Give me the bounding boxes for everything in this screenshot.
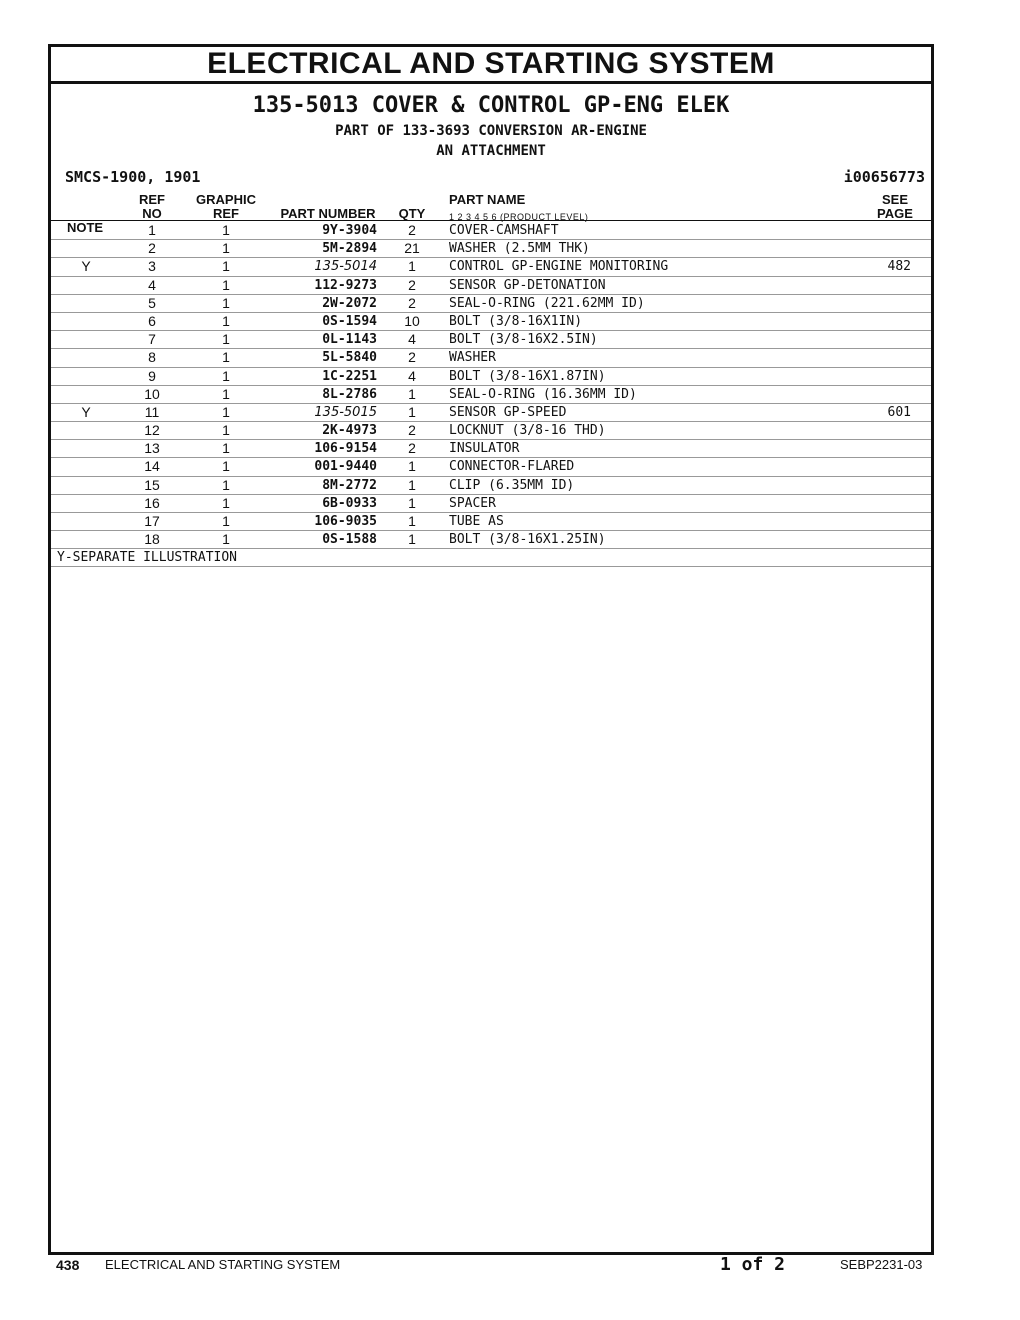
cell-see-page: 601 — [887, 404, 911, 420]
cell-note: Y — [81, 258, 91, 275]
table-row — [51, 495, 931, 513]
cell-part-number: 6B-0933 — [322, 495, 377, 511]
table-row — [51, 386, 931, 404]
cell-ref-no: 10 — [144, 385, 160, 402]
cell-part-number: 5L-5840 — [322, 350, 377, 366]
cell-qty: 1 — [408, 531, 416, 548]
cell-ref-no: 16 — [144, 494, 160, 511]
cell-part-name: CLIP (6.35MM ID) — [449, 477, 575, 493]
cell-part-number: 106-9035 — [314, 514, 377, 529]
cell-ref-no: 17 — [144, 513, 160, 529]
cell-qty: 2 — [408, 222, 416, 238]
cell-graphic-ref: 1 — [222, 331, 230, 348]
cell-ref-no: 3 — [148, 258, 156, 275]
cell-part-name: WASHER — [449, 350, 496, 366]
cell-part-number: 5M-2894 — [322, 241, 377, 257]
title-bar — [51, 47, 931, 84]
col-ref-header — [131, 193, 173, 221]
col-see-label-top: SEE — [881, 192, 908, 207]
cell-graphic-ref: 1 — [222, 440, 230, 457]
cell-ref-no: 6 — [148, 312, 156, 329]
table-row — [51, 404, 931, 422]
col-note-label: NOTE — [66, 220, 104, 235]
page-frame — [48, 44, 934, 1255]
smcs-code: SMCS-1900, 1901 — [65, 168, 201, 186]
cell-part-number: 135-5014 — [314, 259, 377, 275]
cell-part-name: BOLT (3/8-16X1.87IN) — [449, 368, 606, 384]
cell-see-page: 482 — [887, 259, 911, 275]
cell-graphic-ref: 1 — [222, 513, 230, 529]
cell-part-number: 001-9440 — [314, 459, 377, 475]
cell-qty: 21 — [404, 240, 420, 257]
part-of-text: PART OF 133-3693 CONVERSION AR-ENGINE — [335, 123, 647, 139]
cell-part-name: BOLT (3/8-16X1.25IN) — [449, 532, 606, 548]
cell-part-name: INSULATOR — [449, 441, 520, 457]
cell-graphic-ref: 1 — [222, 422, 230, 439]
cell-ref-no: 12 — [144, 422, 160, 439]
cell-graphic-ref: 1 — [222, 494, 230, 511]
col-qty-header: QTY — [398, 206, 426, 221]
table-row — [51, 258, 931, 276]
cell-part-name: SEAL-O-RING (221.62MM ID) — [449, 295, 645, 311]
cell-ref-no: 7 — [148, 331, 156, 348]
table-row — [51, 349, 931, 367]
cell-part-number: 106-9154 — [314, 441, 377, 457]
col-graphic-label-top: GRAPHIC — [196, 192, 256, 207]
cell-part-number: 8M-2772 — [322, 477, 377, 493]
col-part-name-header: PART NAME — [449, 192, 526, 207]
cell-graphic-ref: 1 — [222, 294, 230, 311]
table-row — [51, 295, 931, 313]
cell-part-name: SEAL-O-RING (16.36MM ID) — [449, 386, 637, 402]
col-see-page-header — [873, 193, 917, 221]
table-row — [51, 331, 931, 349]
cell-part-name: BOLT (3/8-16X2.5IN) — [449, 332, 598, 348]
cell-qty: 2 — [408, 440, 416, 457]
cell-part-name: CONNECTOR-FLARED — [449, 459, 575, 475]
cell-part-number: 0S-1594 — [322, 313, 377, 329]
table-row — [51, 513, 931, 531]
cell-ref-no: 5 — [148, 294, 156, 311]
cell-ref-no: 9 — [148, 367, 156, 384]
product-levels: 1 2 3 4 5 6 (PRODUCT LEVEL) — [449, 212, 589, 222]
cell-qty: 1 — [408, 258, 416, 275]
col-graphic-header — [191, 193, 261, 221]
cell-ref-no: 2 — [148, 240, 156, 257]
cell-qty: 1 — [408, 458, 416, 475]
parts-table — [51, 222, 931, 567]
attachment-text: AN ATTACHMENT — [436, 143, 546, 159]
cell-ref-no: 18 — [144, 531, 160, 548]
footer-page-number: 438 — [56, 1257, 80, 1273]
cell-graphic-ref: 1 — [222, 222, 230, 238]
col-see-label-bottom: PAGE — [877, 206, 913, 221]
footer-section: ELECTRICAL AND STARTING SYSTEM — [105, 1257, 341, 1272]
cell-ref-no: 13 — [144, 440, 160, 457]
cell-qty: 10 — [404, 312, 420, 329]
cell-part-name: SPACER — [449, 495, 496, 511]
col-part-number-header: PART NUMBER — [280, 206, 376, 221]
cell-part-name: WASHER (2.5MM THK) — [449, 241, 590, 257]
cell-part-number: 0S-1588 — [322, 532, 377, 548]
cell-qty: 4 — [408, 331, 416, 348]
cell-qty: 2 — [408, 276, 416, 293]
col-ref-label-bottom: NO — [142, 206, 162, 221]
cell-qty: 1 — [408, 476, 416, 493]
cell-graphic-ref: 1 — [222, 312, 230, 329]
cell-part-number: 1C-2251 — [322, 368, 377, 384]
footer-doc-id: SEBP2231-03 — [840, 1257, 923, 1272]
group-title: 135-5013 COVER & CONTROL GP-ENG ELEK — [252, 93, 730, 118]
cell-part-name: BOLT (3/8-16X1IN) — [449, 313, 583, 329]
table-row — [51, 222, 931, 240]
cell-ref-no: 14 — [144, 458, 160, 475]
table-row — [51, 240, 931, 258]
cell-ref-no: 1 — [148, 222, 156, 238]
cell-part-name: SENSOR GP-SPEED — [449, 404, 567, 420]
cell-graphic-ref: 1 — [222, 531, 230, 548]
table-row — [51, 531, 931, 549]
cell-ref-no: 8 — [148, 349, 156, 366]
cell-qty: 1 — [408, 513, 416, 529]
footnote-text: Y-SEPARATE ILLUSTRATION — [57, 550, 238, 566]
cell-qty: 1 — [408, 403, 416, 420]
header-divider — [51, 220, 931, 221]
cell-part-number: 135-5015 — [314, 404, 377, 420]
cell-part-number: 0L-1143 — [322, 332, 377, 348]
cell-part-number: 8L-2786 — [322, 386, 377, 402]
page-title: ELECTRICAL AND STARTING SYSTEM — [207, 47, 775, 80]
cell-graphic-ref: 1 — [222, 276, 230, 293]
cell-part-name: CONTROL GP-ENGINE MONITORING — [449, 259, 669, 275]
cell-qty: 1 — [408, 385, 416, 402]
cell-qty: 4 — [408, 367, 416, 384]
cell-part-number: 9Y-3904 — [322, 223, 377, 238]
table-row — [51, 277, 931, 295]
cell-part-name: TUBE AS — [449, 514, 504, 529]
cell-graphic-ref: 1 — [222, 403, 230, 420]
cell-qty: 2 — [408, 294, 416, 311]
cell-graphic-ref: 1 — [222, 367, 230, 384]
cell-ref-no: 15 — [144, 476, 160, 493]
col-ref-label-top: REF — [139, 192, 165, 207]
table-row — [51, 368, 931, 386]
footer-page-of: 1 of 2 — [720, 1254, 786, 1275]
table-row — [51, 477, 931, 495]
cell-graphic-ref: 1 — [222, 349, 230, 366]
cell-graphic-ref: 1 — [222, 240, 230, 257]
cell-graphic-ref: 1 — [222, 258, 230, 275]
cell-note: Y — [81, 403, 91, 420]
cell-part-number: 112-9273 — [314, 277, 377, 293]
table-row — [51, 440, 931, 458]
col-graphic-label-bottom: REF — [213, 206, 239, 221]
table-row — [51, 422, 931, 440]
cell-part-name: COVER-CAMSHAFT — [449, 223, 559, 238]
cell-part-name: LOCKNUT (3/8-16 THD) — [449, 423, 606, 439]
cell-ref-no: 4 — [148, 276, 156, 293]
cell-part-number: 2W-2072 — [322, 295, 377, 311]
footnote-row — [51, 549, 931, 567]
table-row — [51, 313, 931, 331]
cell-graphic-ref: 1 — [222, 476, 230, 493]
cell-graphic-ref: 1 — [222, 458, 230, 475]
illustration-id: i00656773 — [843, 168, 925, 186]
table-row — [51, 458, 931, 476]
cell-part-number: 2K-4973 — [322, 423, 377, 439]
cell-qty: 2 — [408, 422, 416, 439]
cell-ref-no: 11 — [144, 403, 160, 420]
cell-qty: 2 — [408, 349, 416, 366]
cell-qty: 1 — [408, 494, 416, 511]
cell-graphic-ref: 1 — [222, 385, 230, 402]
cell-part-name: SENSOR GP-DETONATION — [449, 277, 606, 293]
